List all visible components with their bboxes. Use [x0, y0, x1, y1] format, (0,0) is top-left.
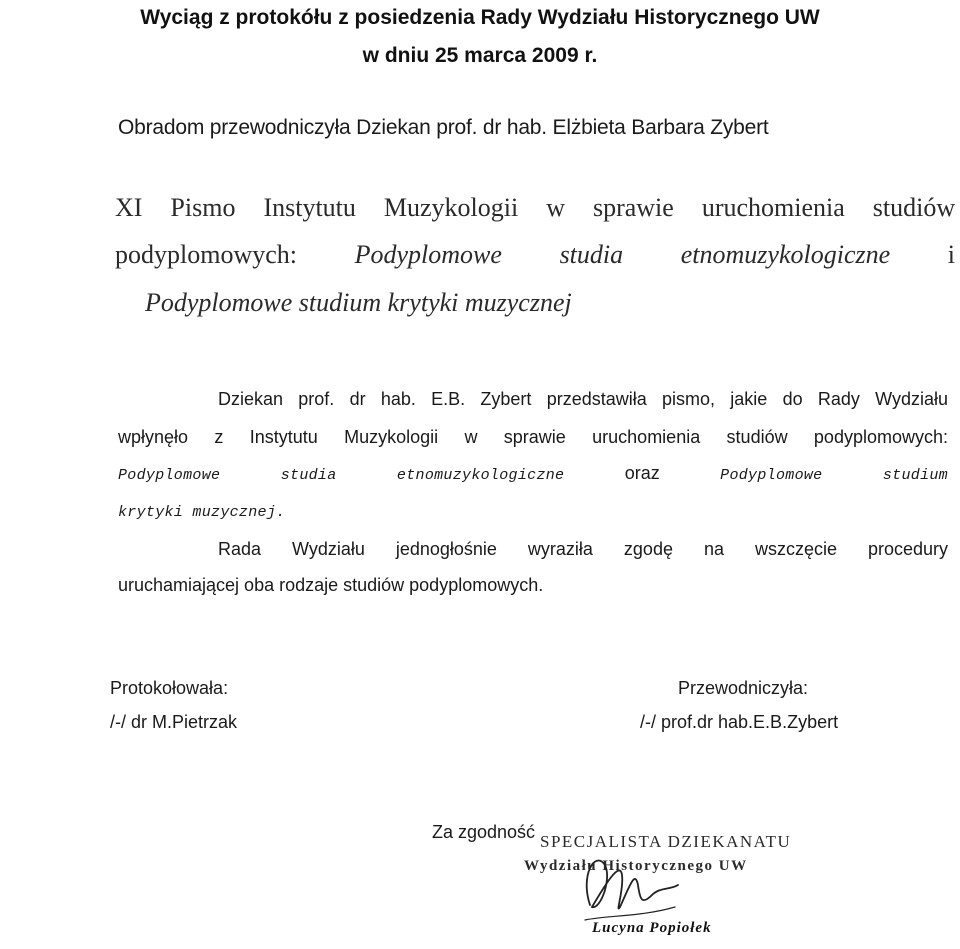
- chair-statement: Obradom przewodniczyła Dziekan prof. dr hab. Elżbieta Barbara Zybert: [118, 116, 769, 139]
- topic-word: studiów: [872, 193, 956, 222]
- paragraph-1-line-2: wpłynęło z Instytutu Muzykologii w sprawie uruchomienia studiów podyplomowych:: [118, 427, 948, 447]
- program-name-word: studium: [882, 467, 948, 484]
- topic-word: i: [947, 240, 956, 269]
- topic-word: Muzykologii: [383, 193, 519, 222]
- stamp-department: Wydziału Historycznego UW: [524, 858, 748, 874]
- stamp-title: SPECJALISTA DZIEKANATU: [540, 832, 792, 851]
- topic-line-2: [115, 240, 955, 270]
- chairperson-name: /-/ prof.dr hab.E.B.Zybert: [640, 712, 839, 732]
- stamp-signatory-name: Lucyna Popiołek: [592, 920, 712, 936]
- topic-word: Instytutu: [263, 193, 356, 222]
- topic-word: Pismo: [170, 193, 236, 222]
- program-name-music-criticism: Podyplomowe studium krytyki muzycznej: [145, 288, 572, 317]
- program-name-ethnomusicology: Podyplomowe: [354, 240, 502, 269]
- document-title: Wyciąg z protokółu z posiedzenia Rady Wydziału Historycznego UW: [140, 6, 820, 29]
- topic-word: uruchomienia: [701, 193, 845, 222]
- paragraph-2-line-1: Rada Wydziału jednogłośnie wyraziła zgodę na wszczęcie procedury: [218, 539, 948, 559]
- paragraph-1-line-4: krytyki muzycznej.: [118, 504, 286, 521]
- document-date: w dniu 25 marca 2009 r.: [362, 44, 598, 67]
- program-name-ethnomusicology: studia: [559, 240, 624, 269]
- paragraph-1-line-3: [118, 463, 948, 484]
- topic-word: XI: [115, 193, 143, 222]
- topic-line-3: [145, 288, 572, 318]
- program-name-word: studia: [280, 467, 337, 484]
- paragraph-2-line-2: uruchamiającej oba rodzaje studiów podyplomowych.: [118, 575, 544, 595]
- topic-word: w: [546, 193, 565, 222]
- recorder-label: Protokołowała:: [110, 678, 229, 698]
- recorder-name: /-/ dr M.Pietrzak: [110, 712, 238, 732]
- conjunction: oraz: [624, 463, 660, 483]
- program-name-word: etnomuzykologiczne: [396, 467, 565, 484]
- program-name-word: Podyplomowe: [118, 467, 221, 484]
- chairperson-label: Przewodniczyła:: [678, 678, 809, 698]
- topic-line-1: [115, 193, 955, 223]
- paragraph-1-line-1: Dziekan prof. dr hab. E.B. Zybert przedstawiła pismo, jakie do Rady Wydziału: [218, 389, 948, 409]
- program-name-word: Podyplomowe: [720, 467, 823, 484]
- topic-word: podyplomowych:: [115, 240, 297, 269]
- certification-label: Za zgodność: [432, 822, 536, 842]
- topic-word: sprawie: [592, 193, 674, 222]
- program-name-ethnomusicology: etnomuzykologiczne: [680, 240, 891, 269]
